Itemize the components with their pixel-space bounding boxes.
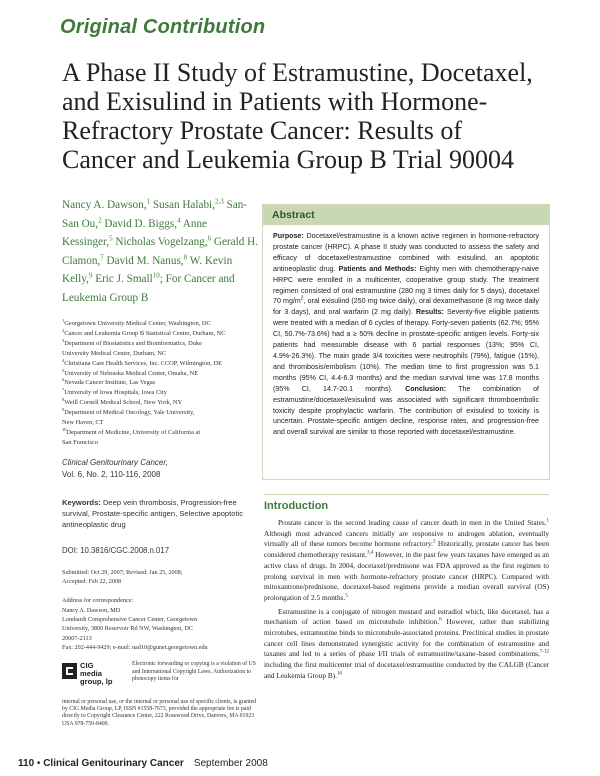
correspondence-line: Fax: 202-444-9429; e-mail: nad10@gunet.georgetown.edu [62, 643, 208, 651]
affiliation: $^8$Weill Cornell Medical School, New York, NY [62, 397, 183, 407]
affiliation: San Francisco [62, 438, 99, 446]
copyright-text: Electronic forwarding or copying is a violation of US and International Copyright Laws. Authorization to photocopy items for [132, 661, 256, 683]
page-footer [18, 758, 268, 769]
correspondence-line: Nancy A. Dawson, MD [62, 606, 121, 614]
abstract-heading: Abstract [263, 205, 549, 225]
correspondence-line: Address for correspondence: [62, 597, 134, 605]
author: Nancy A. Dawson,$^1$ [62, 197, 151, 211]
correspondence [62, 596, 260, 652]
author: David M. Nanus,$^8$ [106, 252, 188, 267]
introduction-heading: Introduction [264, 500, 329, 512]
affiliation: $^{10}$Department of Medicine, University of California at [62, 426, 201, 436]
author: Eric J. Small$^{10}$; [95, 271, 163, 285]
paragraph: Prostate cancer is the second leading cause of cancer death in men in the United States.$^1$ Although most advanced cancers initially are responsive to androgen ablation, eventually virtually all of these tumors become hormone refractory.$^2$ Historically, prostate cancer has been considered chemotherapy resistant.$^{3,4}$ However, in the past few years taxanes have emerged as an active class of drugs. In 2004, docetaxel/prednisone was FDA approved as the first regimen to prolong survival in men with hormone-refractory prostate cancer (HRPC). Compared with mitoxantrone/prednisone, docetaxel-based regimens provide a median overall survival (OS) prolongation of 2.5 months.$^5$ [264, 518, 549, 602]
cig-media-logo [62, 661, 126, 695]
affiliation-list [62, 319, 260, 448]
affiliation: $^9$Department of Medical Oncology, Yale University, [62, 407, 195, 417]
affiliation: $^7$University of Iowa Hospitals, Iowa City [62, 387, 167, 397]
abstract-box [262, 204, 550, 480]
abstract-body: Purpose: Docetaxel/estramustine is a known active regimen in hormone-refractory prostate cancer (HRPC). A phase II study was conducted to assess the safety and efficacy of docetaxel/estramustine combined with exisulind, an apoptotic antineoplastic drug. Patients and Methods: Eighty men with chemotherapy-naive HRPC were enrolled in a multicenter, cooperative group study. The treatment regimen consisted of oral estramustine (280 mg 3 times daily for 5 days), docetaxel 70 $mg/m^2$, oral exisulind (250 mg twice daily), oral dexamethasone (8 mg twice daily for 3 days), and oral warfarin (2 mg daily). Results: Seventy-five eligible patients were treated with a median of 6 cycles of therapy. Forty-seven patients (62.7%; 95% CI, 50.7%-73.6%) had a ≥ 50% decline in prostate-specific antigen levels. Forty-six patients had measurable disease with 6 partial responses (13%; 95% CI, 4.9%-26.3%). The main grade 3/4 toxicities were neutrophils (79%), fatigue (15%), and thrombosis/embolism (10%). The median time to first progression was 5.1 months (95% CI, 4.4-6.3 months) and the median survival time was 17.8 months (95% CI, 14.7-20.1 months). Conclusion: The combination of estramustine/docetaxel/exisulind was associated with significant thromboembolic toxicity despite prophylactic warfarin. The contribution of exisulind to toxicity is uncertain. Prostate-specific antigen decline, response rates, and progression-free and overall survival are similar to those reported with docetaxel/estramustine. [273, 232, 539, 437]
affiliation: $^4$Christiana Care Health Services, Inc. CCOP, Wilmington, DE [62, 357, 223, 367]
keywords-label: Keywords: [62, 497, 101, 507]
author: David D. Biggs,$^4$ [104, 215, 181, 230]
affiliation: University Medical Center, Durham, NC [62, 349, 167, 357]
keywords [62, 497, 260, 530]
correspondence-line: Lombardi Comprehensive Cancer Center, Georgetown [62, 615, 198, 623]
dates-line: Accepted: Feb 22, 2008 [62, 578, 122, 586]
cig-logo-icon [62, 663, 77, 679]
cig-logo-text: CIG media group, lp [80, 661, 113, 687]
affiliation: $^2$Cancer and Leukemia Group B Statistical Center, Durham, NC [62, 327, 226, 337]
author: Gerald H. Clamon,$^7$ [62, 236, 258, 267]
author-group: For Cancer and Leukemia Group B [62, 273, 235, 304]
journal-citation: Vol. 6, No. 2, 110-116, 2008 [62, 469, 161, 479]
affiliation: New Haven, CT [62, 419, 104, 427]
introduction-body [264, 518, 549, 685]
submission-dates [62, 568, 260, 587]
journal-name: Clinical Genitourinary Cancer, [62, 457, 168, 467]
copyright-notice [62, 661, 260, 731]
copyright-text-continued: internal or personal use, or the internal or personal use of specific clients, is granted by CIG Media Group, LP, ISSN #1558-7673, provided the appropriate fee is paid directly to Copyright Clearance Center, 222 Rosewood Drive, Danvers, MA 01923 USA 978-750-8400. [62, 699, 257, 727]
section-label: Original Contribution [60, 16, 266, 38]
footer-date: September 2008 [193, 758, 268, 769]
footer-bullet: • [34, 758, 44, 769]
left-column [62, 196, 260, 652]
footer-journal: Clinical Genitourinary Cancer [43, 758, 184, 769]
affiliation: $^6$Nevada Cancer Institute, Las Vegas [62, 377, 156, 387]
journal-reference [62, 457, 260, 481]
doi: DOI: 10.3816/CGC.2008.n.017 [62, 545, 170, 555]
author: W. Kevin Kelly,$^9$ [62, 254, 233, 285]
author: Nicholas Vogelzang,$^6$ [115, 234, 212, 248]
correspondence-line: University, 3800 Reservoir Rd NW, Washington, DC [62, 625, 193, 633]
author: Susan Halabi,$^{2,3}$ [152, 197, 224, 211]
section-divider [264, 494, 549, 495]
affiliation: $^3$Department of Biostatistics and Bioinformatics, Duke [62, 337, 202, 347]
author: Anne Kessinger,$^5$ [62, 217, 207, 248]
article-title: A Phase II Study of Estramustine, Docetaxel, and Exisulind in Patients with Hormone-Refractory Prostate Cancer: Results of Cancer and Leukemia Group B Trial 90004 [62, 58, 533, 174]
author-list [62, 196, 260, 307]
author: San-San Ou,$^2$ [62, 199, 248, 230]
affiliation: $^1$Georgetown University Medical Center, Washington, DC [62, 317, 211, 327]
page-number: 110 [18, 758, 35, 769]
correspondence-line: 20007-2113 [62, 634, 92, 642]
paragraph: Estramustine is a conjugate of nitrogen mustard and estradiol which, like docetaxel, has a mechanism of action based on microtubule inhibition.$^6$ However, rather than stabilizing microtubes, estramustine binds to microtubule-associated proteins. Preclinical studies in prostate cancer cell lines demonstrated synergistic activity for the combination of estramustine and taxanes and led to a series of phase I/II trials of estramustine/taxane–based combinations,$^{7-12}$ including the first multicenter trial of docetaxel/estramustine conducted by the CALGB (Cancer and Leukemia Group B).$^{10}$ [264, 606, 549, 680]
affiliation: $^5$University of Nebraska Medical Center, Omaha, NE [62, 367, 199, 377]
keywords-text: Deep vein thrombosis, Progression-free survival, Prostate-specific antigen, Selective apoptotic antineoplastic drug [62, 497, 244, 529]
dates-line: Submitted: Oct 29, 2007; Revised: Jan 25, 2008; [62, 568, 183, 576]
